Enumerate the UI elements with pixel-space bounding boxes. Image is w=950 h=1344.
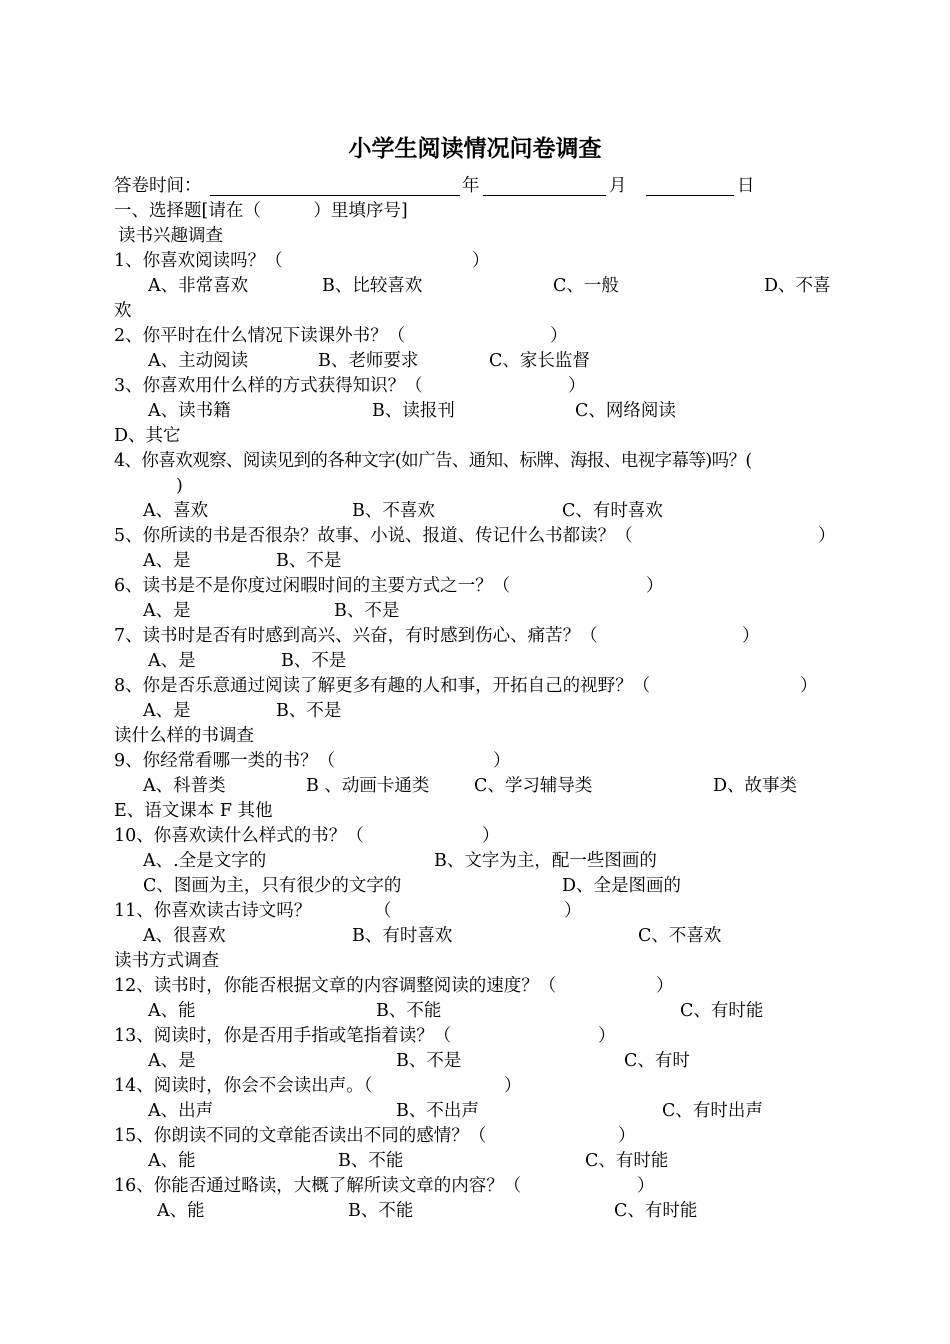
time-label: 答卷时间： (114, 176, 202, 196)
year-label: 年 (462, 176, 480, 196)
day-label: 日 (737, 176, 755, 196)
q14-option-a[interactable]: A、出声 (148, 1101, 214, 1121)
q10-close: ） (482, 826, 500, 846)
q8-option-a[interactable]: A、是 (143, 701, 191, 721)
q5-close: ） (818, 526, 836, 546)
q6-close: ） (646, 576, 664, 596)
section-heading: 一、选择题[请在（ ）里填序号] (114, 201, 408, 221)
q14-option-b[interactable]: B、不出声 (396, 1101, 479, 1121)
q2-text: 2、你平时在什么情况下读课外书？（ (114, 326, 406, 346)
q6-text: 6、读书是不是你度过闲暇时间的主要方式之一？（ (114, 576, 511, 596)
q3-text: 3、你喜欢用什么样的方式获得知识？（ (114, 376, 423, 396)
q3-option-a[interactable]: A、读书籍 (148, 401, 231, 421)
q6-option-b[interactable]: B、不是 (334, 601, 400, 621)
q10-option-b[interactable]: B、文字为主，配一些图画的 (434, 851, 657, 871)
q2-option-a[interactable]: A、主动阅读 (148, 351, 249, 371)
q8-close: ） (800, 676, 818, 696)
q15-option-a[interactable]: A、能 (148, 1151, 196, 1171)
q1-option-b[interactable]: B、比较喜欢 (322, 276, 423, 296)
q3-option-c[interactable]: C、网络阅读 (575, 401, 676, 421)
q9-close: ） (493, 751, 511, 771)
q13-option-a[interactable]: A、是 (148, 1051, 196, 1071)
subsection-interest: 读书兴趣调查 (118, 226, 223, 246)
page-title: 小学生阅读情况问卷调查 (348, 136, 602, 162)
q12-option-b[interactable]: B、不能 (376, 1001, 442, 1021)
q9-option-ef[interactable]: E、语文课本 F 其他 (114, 801, 273, 821)
subsection-what: 读什么样的书调查 (114, 726, 254, 746)
q11-option-c[interactable]: C、不喜欢 (638, 926, 722, 946)
q7-close: ） (742, 626, 760, 646)
q3-option-d[interactable]: D、其它 (114, 426, 181, 446)
q12-close: ） (656, 976, 674, 996)
q7-option-a[interactable]: A、是 (148, 651, 196, 671)
q2-option-b[interactable]: B、老师要求 (318, 351, 419, 371)
q1-option-c[interactable]: C、一般 (553, 276, 619, 296)
q5-option-a[interactable]: A、是 (143, 551, 191, 571)
q7-option-b[interactable]: B、不是 (281, 651, 347, 671)
q3-close: ） (568, 376, 586, 396)
q8-text: 8、你是否乐意通过阅读了解更多有趣的人和事，开拓自己的视野？（ (114, 676, 651, 696)
month-blank-field[interactable] (483, 195, 606, 196)
q13-option-c[interactable]: C、有时 (624, 1051, 690, 1071)
q9-text: 9、你经常看哪一类的书？（ (114, 751, 336, 771)
day-blank-field[interactable] (646, 195, 734, 196)
q16-text: 16、你能否通过略读，大概了解所读文章的内容？（ (114, 1176, 522, 1196)
q9-option-a[interactable]: A、科普类 (143, 776, 226, 796)
subsection-method: 读书方式调查 (114, 951, 219, 971)
q5-option-b[interactable]: B、不是 (276, 551, 342, 571)
q10-option-c[interactable]: C、图画为主，只有很少的文字的 (143, 876, 402, 896)
q15-option-b[interactable]: B、不能 (338, 1151, 404, 1171)
q4-option-a[interactable]: A、喜欢 (143, 501, 209, 521)
q10-text: 10、你喜欢读什么样式的书？（ (114, 826, 364, 846)
q1-option-d-wrap: 欢 (114, 301, 132, 321)
q1-text: 1、你喜欢阅读吗？（ (114, 251, 283, 271)
q11-option-b[interactable]: B、有时喜欢 (352, 926, 453, 946)
q14-text: 14、阅读时，你会不会读出声。（ (114, 1076, 373, 1096)
time-blank-field[interactable] (210, 195, 460, 196)
q16-option-c[interactable]: C、有时能 (614, 1201, 698, 1221)
q4-option-b[interactable]: B、不喜欢 (352, 501, 435, 521)
q4-close: ) (176, 476, 183, 496)
q2-option-c[interactable]: C、家长监督 (489, 351, 590, 371)
q15-close: ） (618, 1126, 636, 1146)
q14-close: ） (504, 1076, 522, 1096)
q16-option-a[interactable]: A、能 (157, 1201, 205, 1221)
q12-text: 12、读书时，你能否根据文章的内容调整阅读的速度？（ (114, 976, 557, 996)
q13-close: ） (598, 1026, 616, 1046)
q9-option-b[interactable]: B 、动画卡通类 (306, 776, 430, 796)
q4-option-c[interactable]: C、有时喜欢 (562, 501, 663, 521)
q8-option-b[interactable]: B、不是 (276, 701, 342, 721)
q10-option-d[interactable]: D、全是图画的 (562, 876, 682, 896)
q9-option-c[interactable]: C、学习辅导类 (474, 776, 593, 796)
q13-text: 13、阅读时，你是否用手指或笔指着读？（ (114, 1026, 452, 1046)
q16-close: ） (637, 1176, 655, 1196)
q12-option-a[interactable]: A、能 (148, 1001, 196, 1021)
q1-option-d[interactable]: D、不喜 (764, 276, 831, 296)
q11-close: ） (564, 901, 582, 921)
q1-close: ） (472, 251, 490, 271)
q10-option-a[interactable]: A、.全是文字的 (143, 851, 267, 871)
q11-text: 11、你喜欢读古诗文吗？ (114, 901, 312, 921)
q15-option-c[interactable]: C、有时能 (585, 1151, 669, 1171)
q14-option-c[interactable]: C、有时出声 (662, 1101, 763, 1121)
q4-text: 4、你喜欢观察、阅读见到的各种文字(如广告、通知、标牌、海报、电视字幕等)吗？( (114, 451, 752, 471)
month-label: 月 (609, 176, 627, 196)
q9-option-d[interactable]: D、故事类 (713, 776, 798, 796)
q3-option-b[interactable]: B、读报刊 (372, 401, 455, 421)
q11-option-a[interactable]: A、很喜欢 (143, 926, 226, 946)
q6-option-a[interactable]: A、是 (143, 601, 191, 621)
q15-text: 15、你朗读不同的文章能否读出不同的感情？（ (114, 1126, 487, 1146)
q5-text: 5、你所读的书是否很杂？故事、小说、报道、传记什么书都读？（ (114, 526, 633, 546)
q7-text: 7、读书时是否有时感到高兴、兴奋，有时感到伤心、痛苦？（ (114, 626, 598, 646)
q16-option-b[interactable]: B、不能 (348, 1201, 414, 1221)
q2-close: ） (550, 326, 568, 346)
q11-open: （ (374, 901, 392, 921)
q13-option-b[interactable]: B、不是 (396, 1051, 462, 1071)
q1-option-a[interactable]: A、非常喜欢 (148, 276, 249, 296)
q12-option-c[interactable]: C、有时能 (680, 1001, 764, 1021)
